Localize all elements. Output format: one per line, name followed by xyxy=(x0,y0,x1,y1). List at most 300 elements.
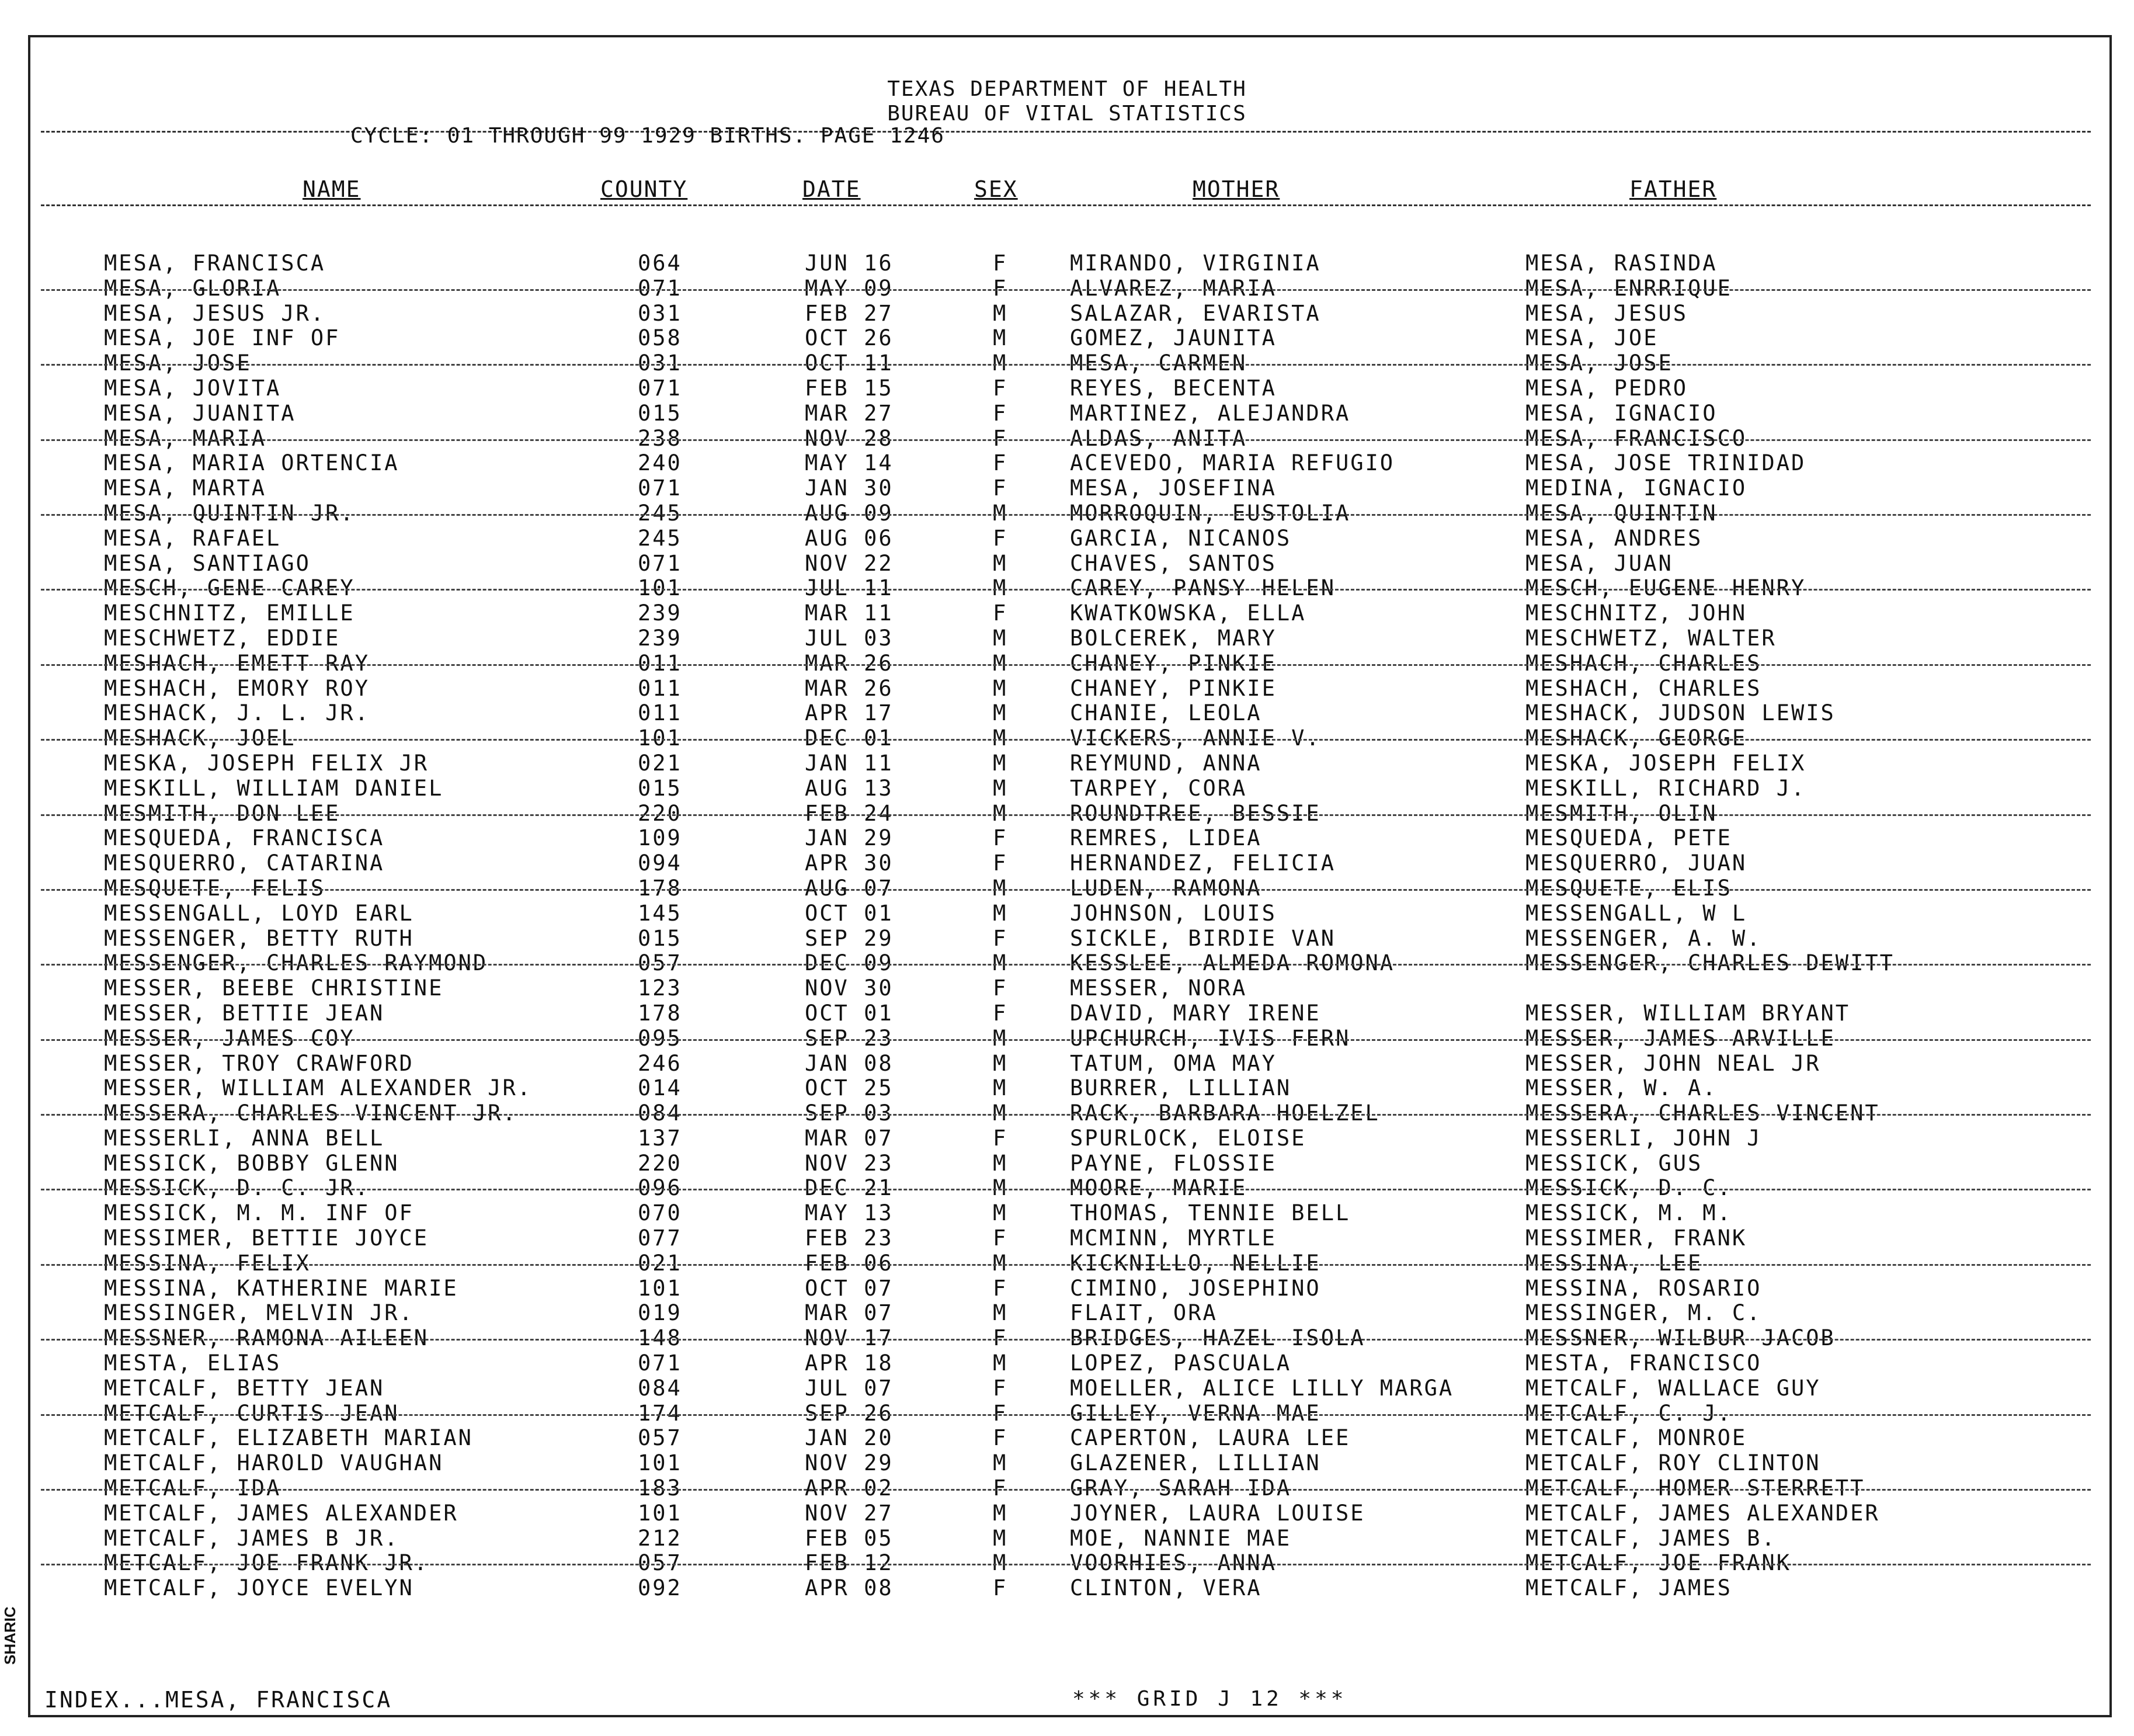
record-sex: F xyxy=(993,825,1008,851)
record-county: 101 xyxy=(638,575,682,601)
record-father: MESQUETE, ELIS xyxy=(1525,875,1732,901)
record-mother: MESA, JOSEFINA xyxy=(1070,475,1277,501)
record-row xyxy=(0,476,2134,501)
record-mother: SICKLE, BIRDIE VAN xyxy=(1070,925,1336,951)
record-county: 077 xyxy=(638,1225,682,1251)
record-name: MESSNER, RAMONA AILEEN xyxy=(104,1325,429,1351)
record-county: 019 xyxy=(638,1300,682,1326)
record-row xyxy=(0,651,2134,676)
record-row xyxy=(0,1276,2134,1301)
record-sex: M xyxy=(993,1550,1008,1576)
record-sex: M xyxy=(993,1525,1008,1551)
record-father: MESA, JOSE TRINIDAD xyxy=(1525,450,1806,476)
record-name: MESQUEDA, FRANCISCA xyxy=(104,825,385,851)
record-mother: UPCHURCH, IVIS FERN xyxy=(1070,1025,1351,1051)
record-sex: M xyxy=(993,1500,1008,1526)
record-county: 246 xyxy=(638,1050,682,1076)
record-county: 240 xyxy=(638,450,682,476)
record-row xyxy=(0,426,2134,452)
record-father: MESSER, W. A. xyxy=(1525,1075,1718,1101)
record-row xyxy=(0,401,2134,426)
record-row xyxy=(0,801,2134,827)
record-sex: F xyxy=(993,450,1008,476)
record-name: MESA, JOE INF OF xyxy=(104,325,340,351)
record-row xyxy=(0,376,2134,401)
record-date: MAY 14 xyxy=(805,450,894,476)
record-row xyxy=(0,1251,2134,1276)
record-date: JAN 20 xyxy=(805,1425,894,1451)
record-row xyxy=(0,1376,2134,1401)
record-sex: F xyxy=(993,251,1008,276)
record-county: 021 xyxy=(638,750,682,776)
record-father: METCALF, MONROE xyxy=(1525,1425,1747,1451)
record-father: MESA, FRANCISCO xyxy=(1525,425,1747,451)
record-mother: ROUNDTREE, BESSIE xyxy=(1070,800,1321,826)
record-sex: M xyxy=(993,575,1008,601)
record-sex: M xyxy=(993,1350,1008,1376)
record-date: OCT 01 xyxy=(805,900,894,926)
record-father: METCALF, ROY CLINTON xyxy=(1525,1450,1821,1476)
record-name: MESA, MARIA ORTENCIA xyxy=(104,450,399,476)
record-county: 178 xyxy=(638,1000,682,1026)
record-date: JAN 11 xyxy=(805,750,894,776)
record-date: FEB 05 xyxy=(805,1525,894,1551)
record-row xyxy=(0,1551,2134,1576)
record-county: 071 xyxy=(638,375,682,401)
record-mother: PAYNE, FLOSSIE xyxy=(1070,1150,1277,1176)
record-row xyxy=(0,926,2134,952)
record-county: 057 xyxy=(638,1550,682,1576)
record-name: MESCH, GENE CAREY xyxy=(104,575,355,601)
record-mother: CLINTON, VERA xyxy=(1070,1575,1262,1601)
record-row xyxy=(0,1576,2134,1601)
record-row xyxy=(0,1001,2134,1026)
record-date: NOV 29 xyxy=(805,1450,894,1476)
record-name: MESCHNITZ, EMILLE xyxy=(104,600,355,626)
column-header-date: DATE xyxy=(802,176,861,202)
record-sex: M xyxy=(993,700,1008,726)
record-row xyxy=(0,251,2134,276)
record-mother: GARCIA, NICANOS xyxy=(1070,525,1292,551)
record-county: 109 xyxy=(638,825,682,851)
record-county: 094 xyxy=(638,850,682,876)
record-mother: BOLCEREK, MARY xyxy=(1070,625,1277,651)
record-county: 174 xyxy=(638,1400,682,1426)
record-row xyxy=(0,1501,2134,1526)
record-date: SEP 26 xyxy=(805,1400,894,1426)
record-county: 021 xyxy=(638,1250,682,1276)
record-name: MESSENGER, CHARLES RAYMOND xyxy=(104,950,488,976)
record-county: 011 xyxy=(638,700,682,726)
record-row xyxy=(0,676,2134,702)
record-date: DEC 01 xyxy=(805,725,894,751)
record-sex: M xyxy=(993,1250,1008,1276)
record-sex: M xyxy=(993,350,1008,376)
record-sex: F xyxy=(993,1400,1008,1426)
record-mother: SALAZAR, EVARISTA xyxy=(1070,300,1321,326)
record-sex: M xyxy=(993,675,1008,701)
record-row xyxy=(0,1076,2134,1101)
record-mother: REYMUND, ANNA xyxy=(1070,750,1262,776)
record-date: OCT 25 xyxy=(805,1075,894,1101)
record-mother: MOE, NANNIE MAE xyxy=(1070,1525,1292,1551)
record-county: 071 xyxy=(638,550,682,576)
record-mother: CHANIE, LEOLA xyxy=(1070,700,1262,726)
record-mother: GOMEZ, JAUNITA xyxy=(1070,325,1277,351)
record-sex: M xyxy=(993,950,1008,976)
record-mother: ACEVEDO, MARIA REFUGIO xyxy=(1070,450,1395,476)
record-sex: M xyxy=(993,1450,1008,1476)
record-name: MESSERA, CHARLES VINCENT JR. xyxy=(104,1100,517,1126)
record-father: MESHACH, CHARLES xyxy=(1525,650,1762,676)
record-date: FEB 24 xyxy=(805,800,894,826)
record-name: MESHACH, EMETT RAY xyxy=(104,650,370,676)
record-date: FEB 15 xyxy=(805,375,894,401)
bureau-title: BUREAU OF VITAL STATISTICS xyxy=(887,102,1247,126)
record-county: 031 xyxy=(638,350,682,376)
record-sex: M xyxy=(993,1025,1008,1051)
record-father: MEDINA, IGNACIO xyxy=(1525,475,1747,501)
record-name: MESSIMER, BETTIE JOYCE xyxy=(104,1225,429,1251)
record-father: MESCHWETZ, WALTER xyxy=(1525,625,1777,651)
record-father: MESSER, JAMES ARVILLE xyxy=(1525,1025,1836,1051)
record-county: 137 xyxy=(638,1125,682,1151)
record-sex: F xyxy=(993,400,1008,426)
record-sex: F xyxy=(993,525,1008,551)
record-name: MESA, RAFAEL xyxy=(104,525,281,551)
record-county: 183 xyxy=(638,1475,682,1501)
record-father: METCALF, JAMES xyxy=(1525,1575,1732,1601)
record-mother: MESSER, NORA xyxy=(1070,975,1247,1001)
record-sex: M xyxy=(993,1100,1008,1126)
record-father: MESSNER, WILBUR JACOB xyxy=(1525,1325,1836,1351)
record-mother: RACK, BARBARA HOELZEL xyxy=(1070,1100,1380,1126)
record-name: MESSER, WILLIAM ALEXANDER JR. xyxy=(104,1075,533,1101)
record-father: MESQUERRO, JUAN xyxy=(1525,850,1747,876)
record-mother: REMRES, LIDEA xyxy=(1070,825,1262,851)
record-name: METCALF, JOYCE EVELYN xyxy=(104,1575,414,1601)
record-name: MESTA, ELIAS xyxy=(104,1350,281,1376)
record-mother: JOYNER, LAURA LOUISE xyxy=(1070,1500,1365,1526)
record-date: AUG 13 xyxy=(805,775,894,801)
record-sex: F xyxy=(993,475,1008,501)
record-county: 101 xyxy=(638,1450,682,1476)
record-mother: KICKNILLO, NELLIE xyxy=(1070,1250,1321,1276)
record-father: MESA, RASINDA xyxy=(1525,251,1718,276)
record-father: MESA, JUAN xyxy=(1525,550,1673,576)
record-row xyxy=(0,351,2134,376)
record-mother: KWATKOWSKA, ELLA xyxy=(1070,600,1306,626)
record-sex: M xyxy=(993,625,1008,651)
record-name: MESCHWETZ, EDDIE xyxy=(104,625,340,651)
record-county: 014 xyxy=(638,1075,682,1101)
record-row xyxy=(0,326,2134,351)
record-sex: M xyxy=(993,875,1008,901)
record-father: MESHACK, JUDSON LEWIS xyxy=(1525,700,1836,726)
record-mother: JOHNSON, LOUIS xyxy=(1070,900,1277,926)
record-mother: SPURLOCK, ELOISE xyxy=(1070,1125,1306,1151)
record-county: 101 xyxy=(638,725,682,751)
record-date: APR 17 xyxy=(805,700,894,726)
record-county: 015 xyxy=(638,925,682,951)
record-father: METCALF, HOMER STERRETT xyxy=(1525,1475,1865,1501)
record-name: MESA, JUANITA xyxy=(104,400,296,426)
record-mother: CIMINO, JOSEPHINO xyxy=(1070,1275,1321,1301)
record-mother: BRIDGES, HAZEL ISOLA xyxy=(1070,1325,1365,1351)
record-row xyxy=(0,1226,2134,1251)
record-mother: LOPEZ, PASCUALA xyxy=(1070,1350,1292,1376)
record-sex: M xyxy=(993,1075,1008,1101)
record-father: MESA, ANDRES xyxy=(1525,525,1703,551)
record-mother: MORROQUIN, EUSTOLIA xyxy=(1070,500,1351,526)
record-date: APR 30 xyxy=(805,850,894,876)
grid-footer: *** GRID J 12 *** xyxy=(1072,1687,1347,1711)
record-row xyxy=(0,1301,2134,1326)
record-row xyxy=(0,726,2134,751)
record-date: FEB 23 xyxy=(805,1225,894,1251)
record-date: NOV 27 xyxy=(805,1500,894,1526)
record-sex: F xyxy=(993,1325,1008,1351)
record-name: MESSER, TROY CRAWFORD xyxy=(104,1050,414,1076)
record-date: MAR 11 xyxy=(805,600,894,626)
record-county: 220 xyxy=(638,800,682,826)
record-date: JAN 30 xyxy=(805,475,894,501)
record-date: OCT 07 xyxy=(805,1275,894,1301)
record-name: MESA, SANTIAGO xyxy=(104,550,311,576)
record-county: 245 xyxy=(638,500,682,526)
side-label: SHARIC xyxy=(1,1606,19,1665)
record-name: MESSENGER, BETTY RUTH xyxy=(104,925,414,951)
record-name: MESA, JOSE xyxy=(104,350,252,376)
record-mother: HERNANDEZ, FELICIA xyxy=(1070,850,1336,876)
record-name: METCALF, JOE FRANK JR. xyxy=(104,1550,429,1576)
record-mother: LUDEN, RAMONA xyxy=(1070,875,1262,901)
record-sex: M xyxy=(993,1050,1008,1076)
column-header-name: NAME xyxy=(303,176,361,202)
record-father: MESSINA, LEE xyxy=(1525,1250,1703,1276)
record-county: 057 xyxy=(638,1425,682,1451)
record-row xyxy=(0,1051,2134,1077)
record-name: METCALF, ELIZABETH MARIAN xyxy=(104,1425,473,1451)
record-name: MESA, FRANCISCA xyxy=(104,251,326,276)
record-name: METCALF, IDA xyxy=(104,1475,281,1501)
record-county: 071 xyxy=(638,1350,682,1376)
record-row xyxy=(0,1476,2134,1501)
record-father: MESSICK, D. C. xyxy=(1525,1175,1732,1201)
record-county: 148 xyxy=(638,1325,682,1351)
record-sex: F xyxy=(993,975,1008,1001)
record-date: NOV 17 xyxy=(805,1325,894,1351)
record-father: MESA, PEDRO xyxy=(1525,375,1688,401)
record-father: MESHACH, CHARLES xyxy=(1525,675,1762,701)
record-mother: TATUM, OMA MAY xyxy=(1070,1050,1277,1076)
record-mother: TARPEY, CORA xyxy=(1070,775,1247,801)
record-mother: MIRANDO, VIRGINIA xyxy=(1070,251,1321,276)
record-date: FEB 27 xyxy=(805,300,894,326)
record-name: MESMITH, DON LEE xyxy=(104,800,340,826)
record-mother: MESA, CARMEN xyxy=(1070,350,1247,376)
record-date: OCT 26 xyxy=(805,325,894,351)
record-date: JUL 11 xyxy=(805,575,894,601)
record-name: MESSER, JAMES COY xyxy=(104,1025,355,1051)
record-date: FEB 06 xyxy=(805,1250,894,1276)
record-name: MESSICK, M. M. INF OF xyxy=(104,1200,414,1226)
record-mother: CAREY, PANSY HELEN xyxy=(1070,575,1336,601)
record-father: MESQUEDA, PETE xyxy=(1525,825,1732,851)
birth-records-list xyxy=(0,251,2134,1601)
record-mother: ALVAREZ, MARIA xyxy=(1070,275,1277,301)
record-mother: REYES, BECENTA xyxy=(1070,375,1277,401)
record-mother: CAPERTON, LAURA LEE xyxy=(1070,1425,1351,1451)
record-sex: M xyxy=(993,725,1008,751)
record-date: JAN 29 xyxy=(805,825,894,851)
record-row xyxy=(0,1351,2134,1376)
record-row xyxy=(0,976,2134,1001)
record-date: AUG 09 xyxy=(805,500,894,526)
record-father: MESA, IGNACIO xyxy=(1525,400,1718,426)
record-sex: F xyxy=(993,375,1008,401)
record-row xyxy=(0,876,2134,901)
record-father: MESSERA, CHARLES VINCENT xyxy=(1525,1100,1880,1126)
record-county: 071 xyxy=(638,475,682,501)
record-county: 096 xyxy=(638,1175,682,1201)
record-date: JAN 08 xyxy=(805,1050,894,1076)
record-mother: GILLEY, VERNA MAE xyxy=(1070,1400,1321,1426)
record-row xyxy=(0,701,2134,726)
record-county: 101 xyxy=(638,1500,682,1526)
record-county: 245 xyxy=(638,525,682,551)
record-sex: M xyxy=(993,750,1008,776)
record-name: MESQUETE, FELIS xyxy=(104,875,326,901)
agency-title: TEXAS DEPARTMENT OF HEALTH xyxy=(887,77,1247,101)
record-date: SEP 23 xyxy=(805,1025,894,1051)
record-father: MESA, JESUS xyxy=(1525,300,1688,326)
record-sex: M xyxy=(993,900,1008,926)
record-row xyxy=(0,1326,2134,1351)
record-father: METCALF, C. J. xyxy=(1525,1400,1732,1426)
record-row xyxy=(0,451,2134,476)
record-date: MAR 07 xyxy=(805,1300,894,1326)
record-father: MESSINGER, M. C. xyxy=(1525,1300,1762,1326)
record-county: 015 xyxy=(638,775,682,801)
record-name: METCALF, CURTIS JEAN xyxy=(104,1400,399,1426)
record-mother: MCMINN, MYRTLE xyxy=(1070,1225,1277,1251)
record-county: 178 xyxy=(638,875,682,901)
record-father: MESSINA, ROSARIO xyxy=(1525,1275,1762,1301)
record-row xyxy=(0,526,2134,551)
record-sex: M xyxy=(993,1175,1008,1201)
record-sex: F xyxy=(993,1000,1008,1026)
record-date: OCT 11 xyxy=(805,350,894,376)
record-father: MESCH, EUGENE HENRY xyxy=(1525,575,1806,601)
record-sex: F xyxy=(993,1375,1008,1401)
column-divider xyxy=(41,204,2091,206)
header-divider xyxy=(41,131,2091,133)
record-father: MESSICK, M. M. xyxy=(1525,1200,1732,1226)
record-sex: F xyxy=(993,1275,1008,1301)
index-footer: INDEX...MESA, FRANCISCA xyxy=(44,1687,392,1713)
record-sex: F xyxy=(993,425,1008,451)
record-date: SEP 29 xyxy=(805,925,894,951)
record-father: MESSENGER, CHARLES DEWITT xyxy=(1525,950,1895,976)
record-name: METCALF, JAMES ALEXANDER xyxy=(104,1500,458,1526)
record-father: METCALF, JAMES ALEXANDER xyxy=(1525,1500,1880,1526)
record-sex: M xyxy=(993,1150,1008,1176)
record-name: MESSINA, FELIX xyxy=(104,1250,311,1276)
record-county: 238 xyxy=(638,425,682,451)
record-date: APR 08 xyxy=(805,1575,894,1601)
record-row xyxy=(0,901,2134,926)
record-mother: KESSLEE, ALMEDA ROMONA xyxy=(1070,950,1395,976)
record-row xyxy=(0,301,2134,327)
record-row xyxy=(0,1151,2134,1176)
record-county: 071 xyxy=(638,275,682,301)
record-name: MESA, MARTA xyxy=(104,475,267,501)
record-sex: M xyxy=(993,1200,1008,1226)
record-father: MESCHNITZ, JOHN xyxy=(1525,600,1747,626)
record-row xyxy=(0,1176,2134,1201)
record-father: MESSIMER, FRANK xyxy=(1525,1225,1747,1251)
record-father: MESA, JOSE xyxy=(1525,350,1673,376)
record-sex: F xyxy=(993,1125,1008,1151)
column-header-county: COUNTY xyxy=(600,176,688,202)
record-name: MESSINA, KATHERINE MARIE xyxy=(104,1275,458,1301)
record-sex: M xyxy=(993,650,1008,676)
record-mother: MOORE, MARIE xyxy=(1070,1175,1247,1201)
record-date: NOV 22 xyxy=(805,550,894,576)
record-name: MESQUERRO, CATARINA xyxy=(104,850,385,876)
record-father: MESSERLI, JOHN J xyxy=(1525,1125,1762,1151)
record-sex: M xyxy=(993,300,1008,326)
record-date: AUG 07 xyxy=(805,875,894,901)
record-row xyxy=(0,851,2134,876)
record-sex: F xyxy=(993,1225,1008,1251)
column-header-mother: MOTHER xyxy=(1193,176,1280,202)
record-date: SEP 03 xyxy=(805,1100,894,1126)
record-mother: VOORHIES, ANNA xyxy=(1070,1550,1277,1576)
record-mother: GLAZENER, LILLIAN xyxy=(1070,1450,1321,1476)
record-name: METCALF, HAROLD VAUGHAN xyxy=(104,1450,444,1476)
record-date: DEC 21 xyxy=(805,1175,894,1201)
record-county: 011 xyxy=(638,650,682,676)
record-date: FEB 12 xyxy=(805,1550,894,1576)
record-row xyxy=(0,501,2134,526)
record-date: MAR 26 xyxy=(805,650,894,676)
record-sex: F xyxy=(993,1575,1008,1601)
record-sex: M xyxy=(993,500,1008,526)
record-name: MESSICK, D. C. JR. xyxy=(104,1175,370,1201)
record-sex: M xyxy=(993,550,1008,576)
record-name: MESA, QUINTIN JR. xyxy=(104,500,355,526)
record-father: MESSENGALL, W L xyxy=(1525,900,1747,926)
record-row xyxy=(0,276,2134,301)
column-header-father: FATHER xyxy=(1629,176,1717,202)
record-name: MESA, JOVITA xyxy=(104,375,281,401)
record-father: METCALF, JAMES B. xyxy=(1525,1525,1777,1551)
record-name: MESSER, BETTIE JEAN xyxy=(104,1000,385,1026)
record-row xyxy=(0,1526,2134,1551)
record-name: MESHACH, EMORY ROY xyxy=(104,675,370,701)
record-date: NOV 23 xyxy=(805,1150,894,1176)
record-father: MESSER, WILLIAM BRYANT xyxy=(1525,1000,1851,1026)
record-date: MAY 13 xyxy=(805,1200,894,1226)
record-sex: F xyxy=(993,275,1008,301)
record-row xyxy=(0,1401,2134,1426)
record-row xyxy=(0,751,2134,776)
record-county: 239 xyxy=(638,600,682,626)
record-father: MESSICK, GUS xyxy=(1525,1150,1703,1176)
record-date: AUG 06 xyxy=(805,525,894,551)
